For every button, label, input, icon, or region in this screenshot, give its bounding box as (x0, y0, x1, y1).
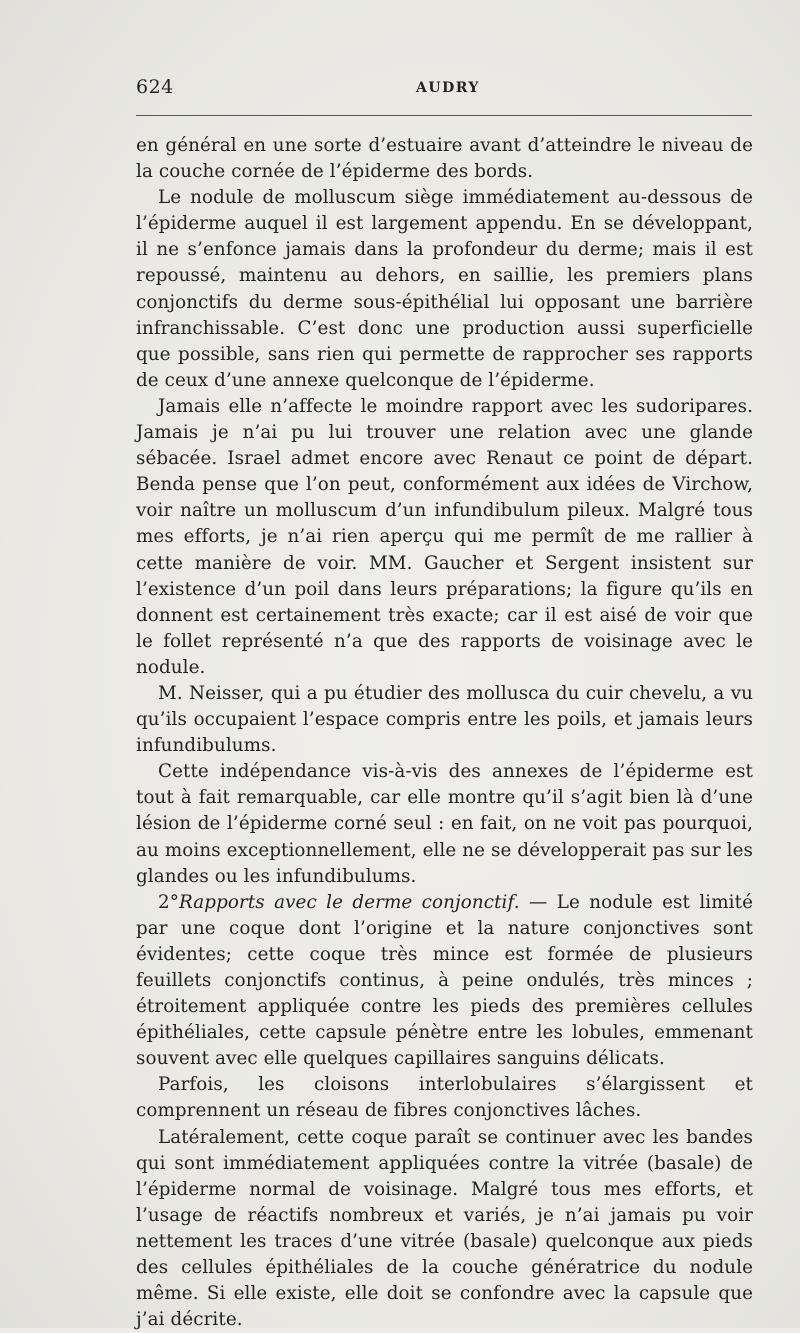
page-number: 624 (136, 76, 174, 98)
paragraph: Cette indépendance vis-à-vis des annexes de l’épiderme est tout à fait remarquable, car elle montre qu’il s’agit bien là d’une lésion de l’épiderme corné seul : en fait, on ne voit pas pourquoi, au moins exceptionnellement, elle ne se développerait pas sur les glandes ou les infundibulums. (136, 761, 753, 887)
paragraph: Jamais elle n’affecte le moindre rapport avec les sudoripares. Jamais je n’ai pu lui trouver une relation avec une glande sébacée. Israel admet encore avec Renaut ce point de départ. Benda pense que l’on peut, conformément aux idées de Virchow, voir naître un molluscum d’un infundibulum pileux. Malgré tous mes efforts, je n’ai rien aperçu qui me permît de me rallier à cette manière de voir. MM. Gaucher et Sergent insistent sur l’existence d’un poil dans leurs préparations; la figure qu’ils en donnent est certainement très exacte; car il est aisé de voir que le follet représenté n’a que des rapports de voisinage avec le nodule. (136, 395, 753, 678)
paragraph: Parfois, les cloisons interlobulaires s’élargissent et comprennent un réseau de fibres conjonctives lâches. (136, 1074, 753, 1122)
paragraph: Le nodule de molluscum siège immédiatement au-dessous de l’épiderme auquel il est largement appendu. En se développant, il ne s’enfonce jamais dans la profondeur du derme; mais il est repoussé, maintenu au dehors, en saillie, les premiers plans conjonctifs du derme sous-épithélial lui opposant une barrière infranchissable. C’est donc une production aussi superficielle que possible, sans rien qui permette de rapprocher ses rapports de ceux d’une annexe quelconque de l’épiderme. (136, 187, 753, 391)
body-text (136, 133, 753, 1333)
section-heading: Rapports avec le derme conjonctif. (178, 891, 520, 913)
section-number: 2° (158, 891, 179, 913)
section-paragraph (136, 890, 753, 1073)
running-head: AUDRY (416, 80, 480, 96)
paragraph: en général en une sorte d’estuaire avant d’atteindre le niveau de la couche cornée de l’épiderme des bords. (136, 135, 753, 183)
header-rule (136, 115, 752, 116)
section-text: — Le nodule est limité par une coque dont l’origine et la nature conjonctives sont évidentes; cette coque très mince est formée de plusieurs feuillets conjonctifs continus, à peine ondulés, très minces ; étroitement appliquée contre les pieds des premières cellules épithéliales, cette capsule pénètre entre les lobules, emmenant souvent avec elle quelques capillaires sanguins délicats. (136, 891, 753, 1070)
paragraph: M. Neisser, qui a pu étudier des mollusca du cuir chevelu, a vu qu’ils occupaient l’espace compris entre les poils, et jamais leurs infundibulums. (136, 682, 753, 757)
paragraph: Latéralement, cette coque paraît se continuer avec les bandes qui sont immédiatement appliquées contre la vitrée (basale) de l’épiderme normal de voisinage. Malgré tous mes efforts, et l’usage de réactifs nombreux et variés, je n’ai jamais pu voir nettement les traces d’une vitrée (basale) quelconque aux pieds des cellules épithéliales de la couche génératrice du nodule même. Si elle existe, elle doit se confondre avec la capsule que j’ai décrite. (136, 1126, 753, 1331)
page-header (136, 76, 752, 100)
